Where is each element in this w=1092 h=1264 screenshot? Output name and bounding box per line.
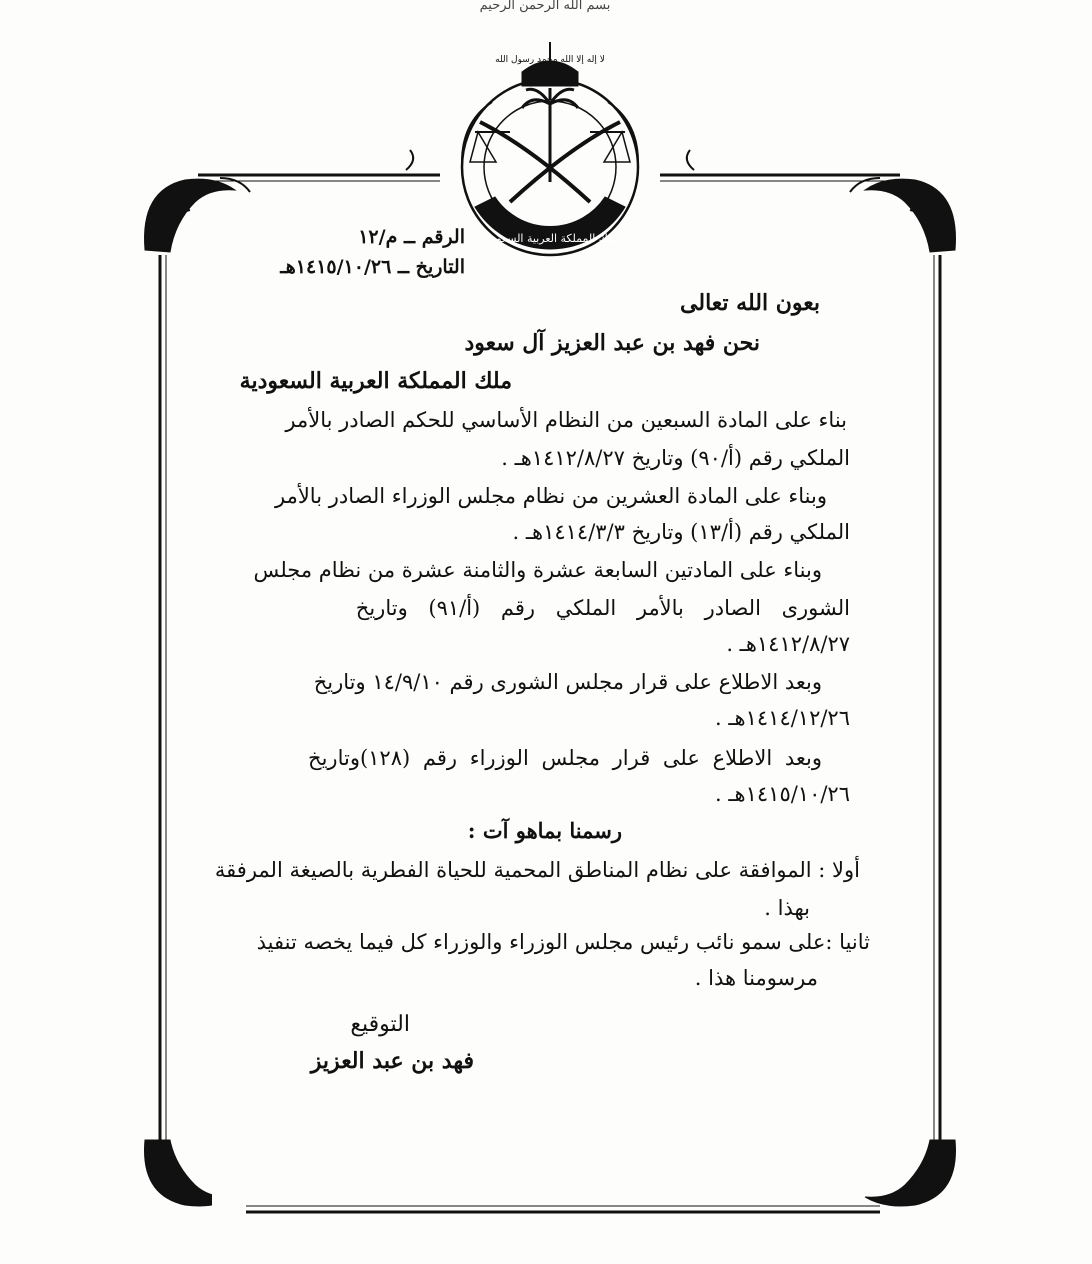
basmala: بسم الله الرحمن الرحيم — [479, 0, 611, 13]
body-line: وبناء على المادة العشرين من نظام مجلس الوزراء الصادر بالأمر — [275, 484, 827, 508]
corner-ornament-bottom-right — [865, 1140, 956, 1206]
decree-heading: رسمنا بماهو آت : — [467, 818, 622, 843]
emblem-shahada: لا إله إلا الله محمد رسول الله — [495, 55, 605, 65]
body-line: بناء على المادة السبعين من النظام الأساسي للحكم الصادر بالأمر — [285, 408, 847, 432]
corner-ornament-top-right — [850, 178, 956, 252]
reference-number: الرقم ــ م/١٢ — [358, 226, 465, 248]
signature-label: التوقيع — [350, 1012, 410, 1037]
body-line: الملكي رقم (أ/١٣) وتاريخ ١٤١٤/٣/٣هـ . — [512, 520, 850, 544]
issuer-line: نحن فهد بن عبد العزيز آل سعود — [464, 330, 760, 356]
clause-second: ثانيا :على سمو نائب رئيس مجلس الوزراء والوزراء كل فيما يخصه تنفيذ — [256, 930, 870, 954]
emblem-ring-text: ملك المملكة العربية السعودية — [482, 232, 618, 245]
body-line: وبناء على المادتين السابعة عشرة والثامنة عشرة من نظام مجلس — [253, 558, 822, 582]
title-line: ملك المملكة العربية السعودية — [239, 368, 512, 394]
reference-date: التاريخ ــ ١٤١٥/١٠/٢٦هـ — [280, 256, 465, 278]
body-line: ١٤١٥/١٠/٢٦هـ . — [715, 782, 850, 806]
signature-name: فهد بن عبد العزيز — [310, 1048, 474, 1074]
body-line: ١٤١٤/١٢/٢٦هـ . — [715, 706, 850, 730]
corner-ornament-bottom-left — [145, 1140, 236, 1206]
body-line: الشورى الصادر بالأمر الملكي رقم (أ/٩١) وتاريخ — [355, 596, 850, 620]
clause-first-continued: بهذا . — [764, 896, 810, 920]
royal-emblem — [440, 32, 660, 258]
clause-second-continued: مرسومنا هذا . — [694, 966, 818, 990]
body-line: ١٤١٢/٨/٢٧هـ . — [726, 632, 850, 656]
clause-first: أولا : الموافقة على نظام المناطق المحمية للحياة الفطرية بالصيغة المرفقة — [214, 858, 860, 882]
body-line: وبعد الاطلاع على قرار مجلس الوزراء رقم (١٢٨)وتاريخ — [308, 746, 822, 770]
corner-ornament-top-left — [145, 178, 251, 252]
body-line: الملكي رقم (أ/٩٠) وتاريخ ١٤١٢/٨/٢٧هـ . — [501, 446, 850, 470]
invocation: بعون الله تعالى — [680, 290, 820, 316]
body-line: وبعد الاطلاع على قرار مجلس الشورى رقم ١٤/٩/١٠ وتاريخ — [313, 670, 822, 694]
